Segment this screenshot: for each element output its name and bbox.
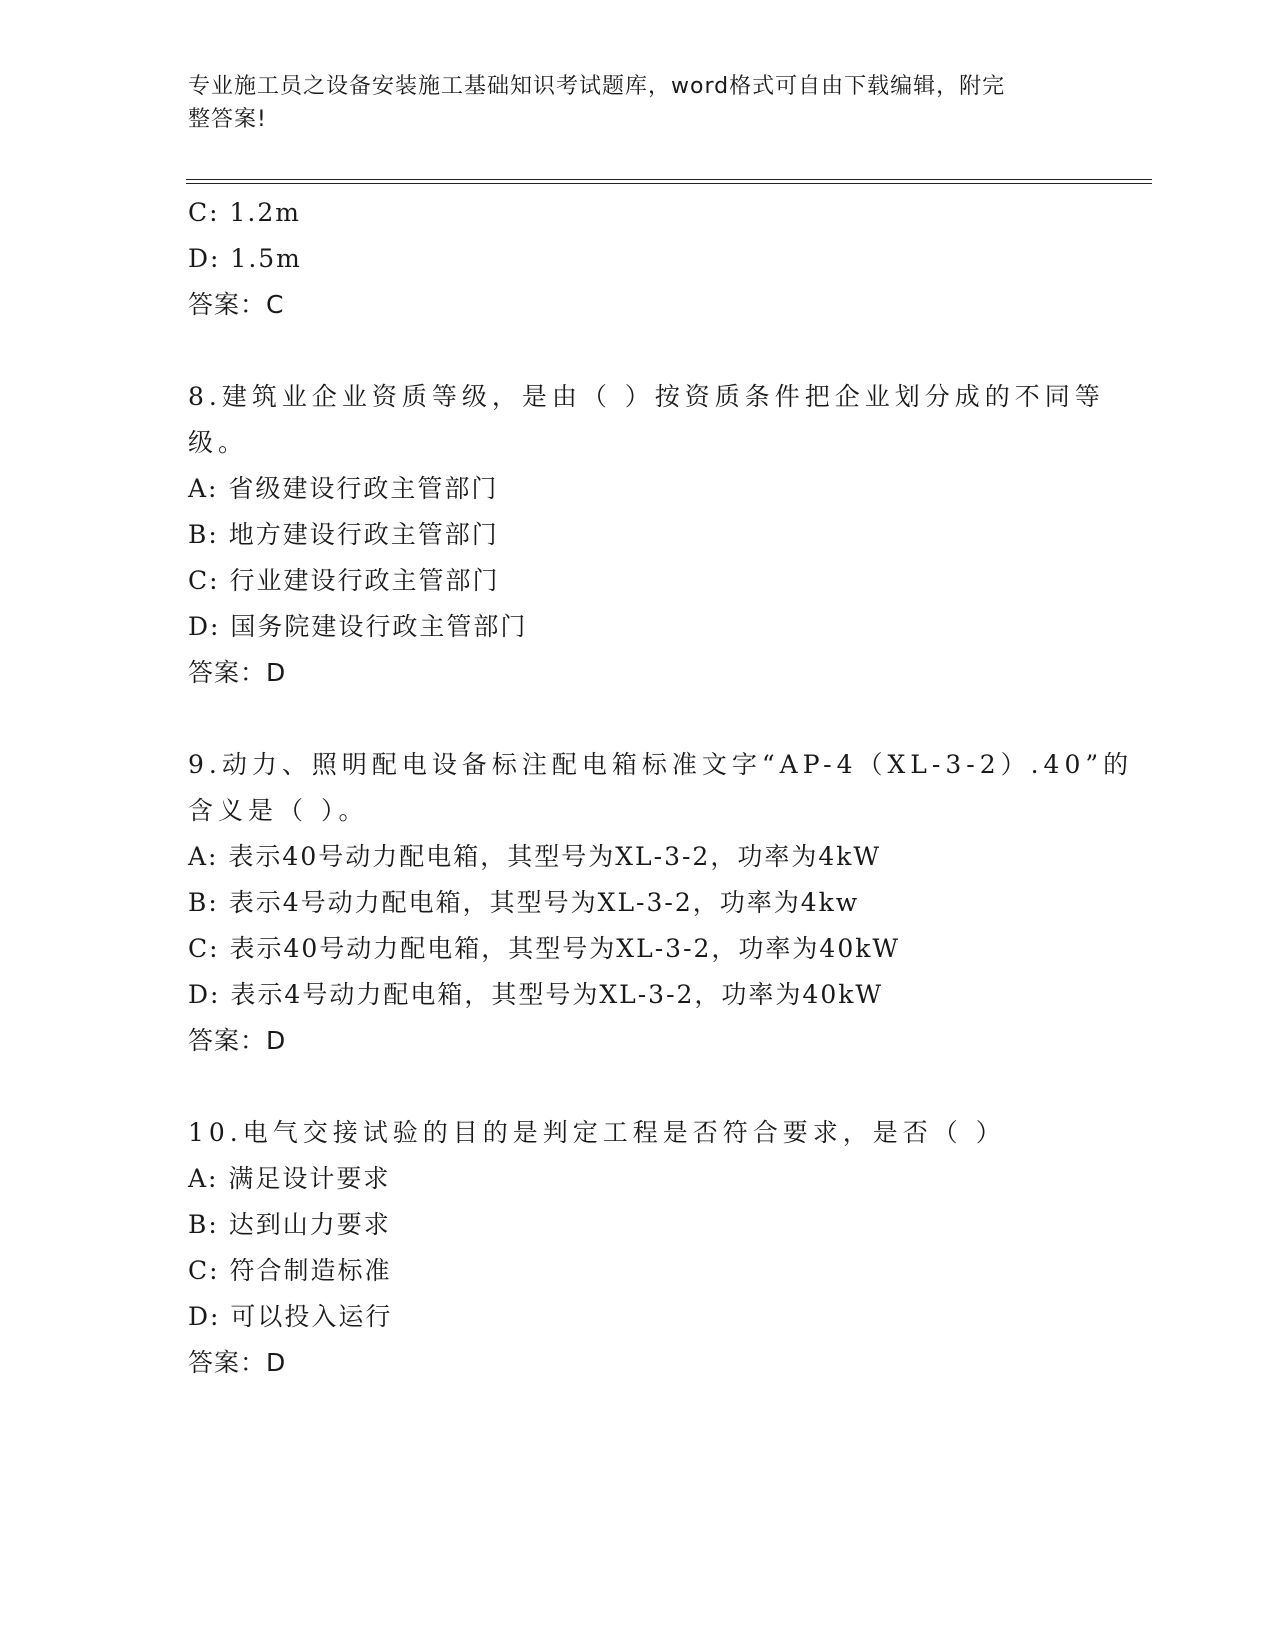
answer-line: 答案：D	[188, 1348, 287, 1377]
header-line-1: 专业施工员之设备安装施工基础知识考试题库，word格式可自由下载编辑，附完	[188, 74, 1006, 99]
option-d: D: 可以投入运行	[188, 1302, 393, 1331]
option-d: D: 国务院建设行政主管部门	[188, 612, 528, 641]
option-b: B: 表示4号动力配电箱，其型号为XL-3-2，功率为4kw	[188, 888, 860, 917]
document-header	[188, 70, 1068, 136]
option-a: A: 表示40号动力配电箱，其型号为XL-3-2，功率为4kW	[188, 842, 882, 871]
question-stem: 含义是（ ）。	[188, 796, 369, 825]
option-c: C: 符合制造标准	[188, 1256, 392, 1285]
answer-line: 答案：D	[188, 658, 287, 687]
option-d: D: 1.5m	[188, 244, 302, 273]
question-stem: 级。	[188, 428, 249, 457]
answer-line: 答案：C	[188, 290, 285, 319]
header-rule-bottom	[186, 183, 1152, 184]
question-stem: 10.电气交接试验的目的是判定工程是否符合要求，是否（ ）	[188, 1118, 1006, 1147]
document-body	[188, 190, 1134, 1386]
option-a: A: 满足设计要求	[188, 1164, 391, 1193]
header-line-2: 整答案!	[188, 107, 267, 132]
question-stem: 9.动力、照明配电设备标注配电箱标准文字“AP-4（XL-3-2）.40”的	[188, 750, 1134, 779]
option-a: A: 省级建设行政主管部门	[188, 474, 499, 503]
option-c: C: 行业建设行政主管部门	[188, 566, 500, 595]
option-c: C: 1.2m	[188, 198, 301, 227]
option-b: B: 达到山力要求	[188, 1210, 391, 1239]
option-c: C: 表示40号动力配电箱，其型号为XL-3-2，功率为40kW	[188, 934, 901, 963]
header-rule-top	[186, 179, 1152, 180]
answer-line: 答案：D	[188, 1026, 287, 1055]
option-d: D: 表示4号动力配电箱，其型号为XL-3-2，功率为40kW	[188, 980, 884, 1009]
question-stem: 8.建筑业企业资质等级，是由（ ）按资质条件把企业划分成的不同等	[188, 382, 1105, 411]
option-b: B: 地方建设行政主管部门	[188, 520, 499, 549]
